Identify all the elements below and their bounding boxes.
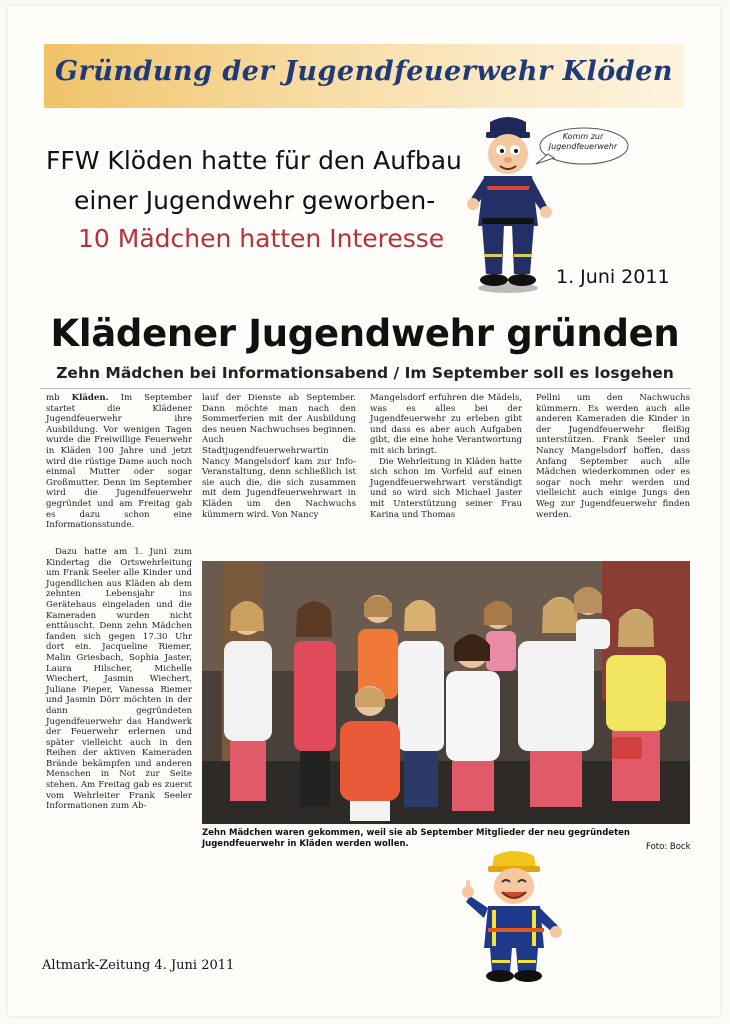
photo-caption: Zehn Mädchen waren gekommen, weil sie ab September Mitglieder der neu gegründeten Jugendfeuerwehr in Kläden werden wollen. <box>202 828 630 849</box>
paragraph-text: Im September startet die Klädener Jugendfeuerwehr ihre Ausbildung. Vor wenigen Tagen wurde die Freiwillige Feuerwehr in Kläden 100 Jahre und jetzt wird die rüstige Dame auch noch einmal Mutter oder sogar Großmutter. Denn im September wird die Jugendfeuerwehr gegründet und am Freitag gab es dazu schon eine Informationsstunde. <box>46 393 192 531</box>
footer-source: Altmark-Zeitung 4. Juni 2011 <box>42 958 235 973</box>
headline-line-2: einer Jugendwehr geworben- <box>74 186 436 215</box>
group-photo <box>202 561 690 824</box>
article-paragraph: Die Wehrleitung in Kläden hatte sich schon im Vorfeld auf einen Jugendfeuerwehrwart verständigt und so wird sich Michael Jaster mit Unterstützung seiner Frau Karina und Thomas <box>370 456 522 520</box>
dateline: Kläden. <box>71 393 109 403</box>
title-banner <box>44 44 684 108</box>
article-subtitle: Zehn Mädchen bei Informationsabend / Im September soll es losgehen <box>56 364 674 382</box>
article-paragraph: Mangelsdorf erfuhren die Mädels, was es alles bei der Jugendfeuerwehr zu erleben gibt und dass es aber auch Aufgaben gibt, die eine hohe Verantwortung mit sich bringt. <box>370 393 522 456</box>
banner-title: Gründung der Jugendfeuerwehr Klöden <box>54 56 674 87</box>
article-paragraph: lauf der Dienste ab September. Dann möchte man nach den Sommerferien mit der Ausbildung des neuen Nachwuchses beginnen. Auch die Stadtjugendfeuerwehrwartin Nancy Mangelsdorf kam zur Info-Veranstaltung, denn schließlich ist sie auch die, die sich zusammen mit dem Jugendfeuerwehrwart in Kläden um den Nachwuchs kümmern wird. Von Nancy <box>202 393 356 520</box>
article-title: Klädener Jugendwehr gründen <box>50 312 680 355</box>
article-paragraph <box>46 393 192 531</box>
article-column-1 <box>46 393 192 531</box>
article-paragraph: Pellni um den Nachwuchs kümmern. Es werden auch alle anderen Kameraden die Kinder in der Jugendfeuerwehr fleißig unterstützen. Frank Seeler und Nancy Mangelsdorf hoffen, dass Anfang September auch alle Mädchen wiederkommen oder es sogar noch mehr werden und vielleicht auch einige Jungs den Weg zur Jugendfeuerwehr finden werden. <box>536 393 690 520</box>
divider <box>40 388 690 389</box>
article-paragraph: Dazu hatte am 1. Juni zum Kindertag die Ortswehrleitung um Frank Seeler alle Kinder und Jugendlichen aus Kläden ab dem zehnten Lebensjahr ins Gerätehaus eingeladen und die Kameraden wurden nicht enttäuscht. Denn zehn Mädchen fanden sich gegen 17.30 Uhr dort ein. Jacqueline Riemer, Malin Griesbach, Sophia Jaster, Laura Hilscher, Michelle Wiechert, Jasmin Wiechert, Juliane Pieper, Vanessa Riemer und Jasmin Dörr möchten in der dann gegründeten Jugendfeuerwehr das Handwerk der Feuerwehr erlernen und später vielleicht auch in den Reihen der aktiven Kameraden Brände bekämpfen und anderen Menschen in Not zur Seite stehen. Am Freitag gab es zuerst vom Wehrleiter Frank Seeler Informationen zum Ab- <box>46 547 192 812</box>
article-column-2 <box>202 393 356 520</box>
headline-line-1: FFW Klöden hatte für den Aufbau <box>46 146 462 175</box>
firefighter-mascot-thumbs-up-icon <box>462 848 566 984</box>
article-column-1-continued <box>46 547 192 812</box>
child-figure <box>358 595 398 699</box>
article-column-4 <box>536 393 690 520</box>
date-label: 1. Juni 2011 <box>556 266 670 288</box>
article-column-3 <box>370 393 522 520</box>
author-initials: mb <box>46 393 60 403</box>
speech-bubble-text: Komm zur Jugendfeuerwehr <box>548 132 618 151</box>
headline-line-3: 10 Mädchen hatten Interesse <box>78 224 445 253</box>
child-figure <box>294 601 336 807</box>
photo-credit: Foto: Bock <box>646 842 691 852</box>
